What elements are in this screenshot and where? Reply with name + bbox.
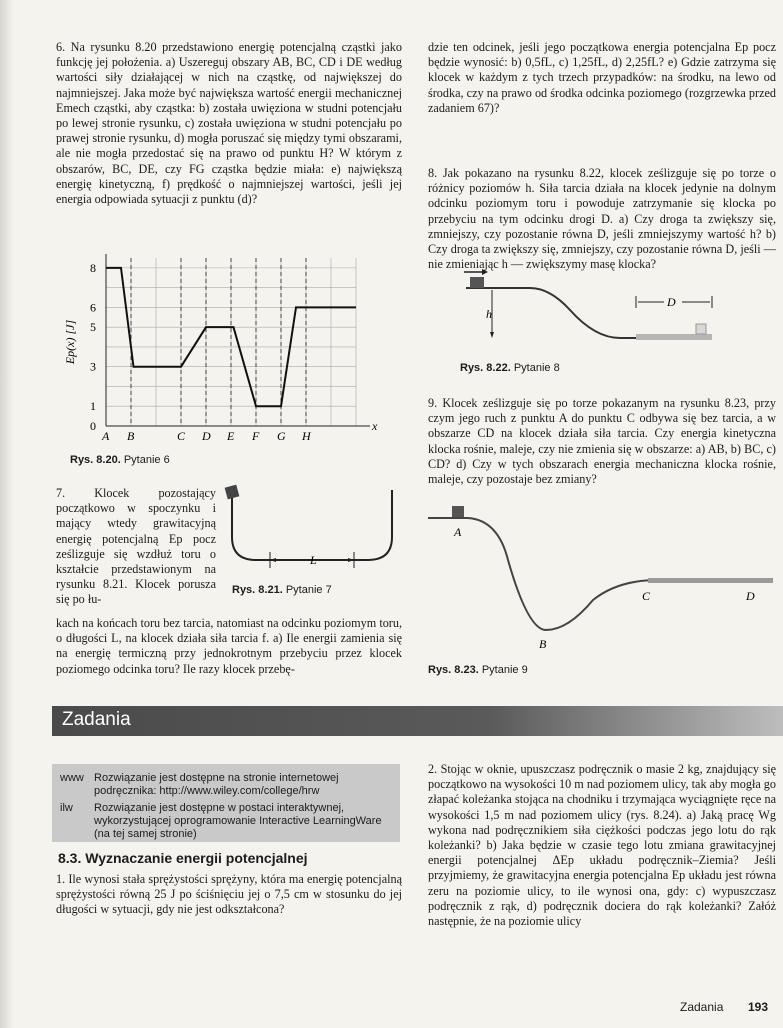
question-6-text: 6. Na rysunku 8.20 przedstawiono energię potencjalną cząstki jako funkcję jej położenia. a) Uszereguj obszary AB, BC, CD i DE według wartości siły działającej w nich na cząstkę, od największej do najmniejszej. Jaka może być największa wartość energii mechanicznej Emech cząstki, aby cząstka: b) została uwięziona w studni potencjału po lewej stronie rysunku, c) została uwięziona w studni potencjału po prawej stronie rysunku, d) mogła poruszać się między tymi obszarami, ale nie mogła przedostać się na prawo od punktu H? W którym z obszarów, BC, DE, czy FG cząstka będzie miała: e) największą energię kinetyczną, f) prędkość o najmniejszej wartości, jeśli jej energia odpowiada sytuacji z punktu (d)? — [56, 40, 402, 207]
question-7-top — [56, 486, 216, 608]
web-text-www: Rozwiązanie jest dostępne na stronie internetowej podręcznika: http://www.wiley.com/college/hrw — [94, 772, 339, 797]
question-6 — [56, 40, 402, 207]
figure-8-20-number: Rys. 8.20. — [70, 454, 121, 466]
web-text-ilw: Rozwiązanie jest dostępne w postaci interaktywnej, wykorzystującej oprogramowanie Interactive LearningWare (na tej samej stronie) — [94, 802, 382, 840]
x-tick-label-G: G — [277, 429, 286, 443]
web-tag-www: www — [60, 772, 84, 784]
x-tick-label-H: H — [302, 429, 311, 443]
section-title: 8.3. Wyznaczanie energii potencjalnej — [58, 850, 308, 866]
y-tick-label: 0 — [90, 419, 96, 433]
figure-8-22-caption — [460, 362, 560, 374]
page-binding-shadow — [0, 0, 14, 1028]
page-number: 193 — [748, 1000, 769, 1014]
question-7-bottom — [56, 616, 402, 677]
height-label: h — [486, 307, 492, 321]
question-7-continued-text: dzie ten odcinek, jeśli jego początkowa energia potencjalna Ep pocz będzie wynosić: b) 0,5fL, c) 1,25fL, d) 2,25fL? e) Gdzie zatrzyma się klocek w każdym z tych trzech przypadków: na środku, na lewo od środka, czy na prawo od środka odcinka poziomego (rozgrzewka przed zadaniem 67)? — [428, 40, 776, 115]
y-tick-label: 6 — [90, 300, 96, 315]
web-tag-ilw: ilw — [60, 802, 73, 814]
figure-8-20-chart — [60, 250, 380, 450]
problem-1-text: 1. Ile wynosi stała sprężystości sprężyny, która ma energię potencjalną sprężystości równą 25 J po ściśnięciu jej o 7,5 cm w stosunku do jej długości w sytuacji, gdy nie jest odkształcona? — [56, 872, 402, 917]
web-resources-box — [52, 764, 400, 842]
length-label: L — [310, 553, 317, 567]
x-tick-label-C: C — [177, 429, 186, 443]
question-9 — [428, 396, 776, 487]
x-tick-label-B: B — [127, 429, 135, 443]
figure-8-23-label: Pytanie 9 — [481, 664, 528, 676]
x-tick-label-E: E — [227, 429, 235, 443]
point-b-label: B — [539, 637, 547, 651]
block-icon — [225, 485, 240, 500]
figure-8-22-label: Pytanie 8 — [513, 362, 560, 374]
y-axis-label: Ep(x) [J] — [63, 319, 77, 365]
y-tick-label: 8 — [90, 260, 96, 275]
question-8-text: 8. Jak pokazano na rysunku 8.22, klocek ześlizguje się po torze o różnicy poziomów h. Siła tarcia działa na klocek jedynie na dolnym odcinku poziomym toru i powoduje zatrzymanie się klocka po przebyciu na tym odcinku drogi D. a) Czy droga ta zwiększy się, zmniejszy, czy pozostanie równa D, jeśli zmniejszymy wartość h? b) Czy droga ta zwiększy się, zmniejszy, czy pozostanie równa D, jeśli — nie zmieniając h — zwiększymy masę klocka? — [428, 166, 776, 272]
x-tick-label-F: F — [252, 429, 260, 443]
problem-2 — [428, 762, 776, 929]
y-tick-label: 1 — [90, 399, 96, 414]
footer-section: Zadania — [680, 1000, 724, 1014]
point-a-label: A — [454, 525, 462, 539]
question-8 — [428, 166, 776, 272]
y-tick-label: 5 — [90, 320, 96, 335]
figure-8-22-number: Rys. 8.22. — [460, 362, 511, 374]
block-icon — [470, 277, 484, 288]
distance-label: D — [667, 295, 676, 309]
figure-8-21-number: Rys. 8.21. — [232, 584, 283, 596]
question-7-text-bottom: kach na końcach toru bez tarcia, natomiast na odcinku poziomym toru, o długości L, na klocek działa siła tarcia f. a) Ile energii zamienia się na energię termiczną przy jednokrotnym przebyciu przez klocek poziomego odcinka toru? Ile razy klocek przebę- — [56, 616, 402, 676]
x-tick-label-D: D — [202, 429, 211, 443]
point-d-label: D — [746, 589, 755, 603]
y-tick-label: 3 — [90, 359, 96, 374]
banner-title: Zadania — [62, 709, 131, 730]
figure-8-20-caption — [70, 454, 170, 466]
question-7-continued — [428, 40, 776, 116]
block-icon — [452, 506, 464, 517]
problem-2-text: 2. Stojąc w oknie, upuszczasz podręcznik o masie 2 kg, znajdujący się początkowo na wysokości 10 m nad poziomem ulicy, tak aby mogła go złapać koleżanka stojąca na chodniku i trzymająca wyciągnięte ręce na wysokości 1,5 m nad poziomem ulicy (rys. 8.24). a) Jaką pracę Wg wykona nad podręcznikiem siła ciężkości podczas jego lotu do rąk koleżanki? b) Jaka będzie w czasie tego lotu zmiana grawitacyjnej energii potencjalnej ΔEp układu podręcznik–Ziemia? Jeśli przyjmiemy, że grawitacyjna energia potencjalna Ep układu jest równa zeru na poziomie ulicy, to ile wynosi ona, gdy: c) wypuszczasz podręcznik z rąk, d) podręcznik dociera do rąk koleżanki? Załóż następnie, że na poziomie ulicy — [428, 762, 776, 929]
figure-8-23-number: Rys. 8.23. — [428, 664, 479, 676]
x-axis-label: x — [372, 419, 378, 433]
section-banner — [52, 706, 783, 736]
question-7-text-top: 7. Klocek pozostający początkowo w spoczynku i mający wtedy grawitacyjną energię potencjalną Ep pocz ześlizguje się wzdłuż toru o kształcie przedstawionym na rysunku 8.21. Klocek porusza się po łu- — [56, 486, 216, 607]
point-c-label: C — [642, 589, 651, 603]
figure-8-23-caption — [428, 664, 528, 676]
question-9-text: 9. Klocek ześlizguje się po torze pokazanym na rysunku 8.23, przy czym jego ruch z punktu A do punktu C odbywa się bez tarcia, a w obszarze CD na klocek działa siła tarcia. Czy energia kinetyczna klocka rośnie, maleje, czy nie zmienia się w obszarze: a) AB, b) BC, c) CD? d) Czy w tych obszarach energia mechaniczna klocka rośnie, maleje, czy pozostaje bez zmiany? — [428, 396, 776, 487]
figure-8-20-label: Pytanie 6 — [123, 454, 170, 466]
figure-8-23-track — [428, 500, 778, 660]
figure-8-22-track — [460, 268, 720, 348]
figure-8-21-track — [222, 482, 402, 582]
problem-1 — [56, 872, 402, 918]
figure-8-21-label: Pytanie 7 — [285, 584, 332, 596]
figure-8-21-caption — [232, 584, 332, 596]
arrow-right-icon — [482, 269, 488, 275]
x-tick-label-A: A — [102, 429, 110, 443]
